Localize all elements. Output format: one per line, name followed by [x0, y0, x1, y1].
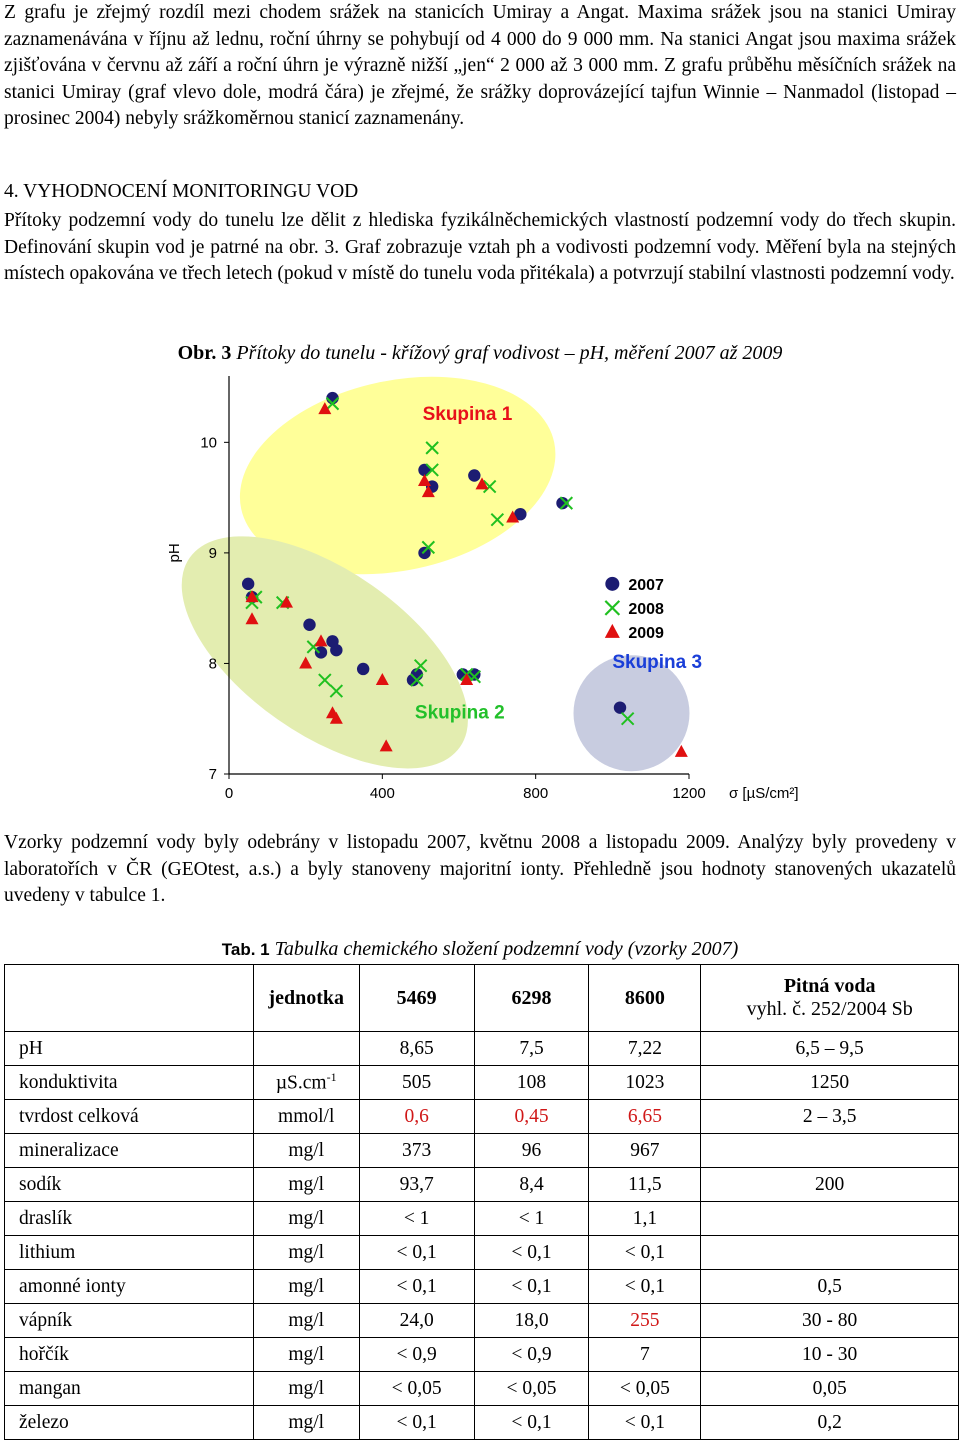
cell-value-6298-text: 108: [516, 1071, 547, 1093]
figure-caption: [0, 342, 960, 365]
cell-value-5469: [359, 1134, 474, 1168]
table-caption-label: Tab. 1: [221, 940, 270, 959]
data-point-2007: [315, 646, 327, 658]
cell-unit: [253, 1134, 359, 1168]
scatter-chart: [155, 366, 815, 806]
cell-parameter-text: amonné ionty: [19, 1275, 126, 1297]
cell-parameter: [5, 1100, 254, 1134]
cell-value-8600: [589, 1168, 701, 1202]
group-label-skupina-2: Skupina 2: [414, 702, 505, 724]
cell-value-8600: [589, 1066, 701, 1100]
cell-unit: [253, 1100, 359, 1134]
table-caption-text: Tabulka chemického složení podzemní vody (vzorky 2007): [274, 938, 739, 960]
cell-value-6298-text: < 1: [518, 1207, 545, 1229]
cell-unit-text: mg/l: [288, 1343, 325, 1365]
legend-label-2008: 2008: [628, 600, 664, 618]
cell-value-6298: [474, 1100, 589, 1134]
cell-value-8600-text: < 0,1: [624, 1241, 665, 1263]
header-drinking-water-sub: vyhl. č. 252/2004 Sb: [746, 998, 913, 1020]
cell-parameter-text: pH: [19, 1037, 43, 1059]
cell-value-6298: [474, 1406, 589, 1440]
cell-value-6298: [474, 1304, 589, 1338]
cell-value-8600: [589, 1338, 701, 1372]
cell-value-5469: [359, 1032, 474, 1066]
cell-value-5469-text: < 0,1: [396, 1241, 437, 1263]
table-row: [5, 1202, 959, 1236]
cell-unit: [253, 1032, 359, 1066]
cell-unit-text: mg/l: [288, 1241, 325, 1263]
cell-value-8600-text: 1,1: [632, 1207, 658, 1229]
cell-value-6298-text: < 0,1: [511, 1241, 552, 1263]
cell-value-6298-text: < 0,1: [511, 1411, 552, 1433]
cell-parameter: [5, 1134, 254, 1168]
cell-parameter: [5, 1032, 254, 1066]
table-row: [5, 1304, 959, 1338]
cell-value-5469: [359, 1066, 474, 1100]
table-row: [5, 1338, 959, 1372]
scatter-chart-svg: [155, 366, 815, 806]
cell-limit-text: 30 - 80: [802, 1309, 858, 1331]
cell-parameter: [5, 1066, 254, 1100]
cell-value-6298: [474, 1202, 589, 1236]
cell-value-8600: [589, 1202, 701, 1236]
cell-value-8600: [589, 1236, 701, 1270]
cell-value-8600: [589, 1304, 701, 1338]
cell-value-5469: [359, 1304, 474, 1338]
cell-value-8600: [589, 1100, 701, 1134]
cell-unit-text: mg/l: [288, 1377, 325, 1399]
header-sample-6298: 6298: [474, 965, 589, 1032]
cell-value-8600: [589, 1134, 701, 1168]
cell-limit-text: 10 - 30: [802, 1343, 858, 1365]
legend-marker-2007: [605, 577, 619, 591]
legend-label-2007: 2007: [628, 576, 664, 594]
table-row: [5, 1032, 959, 1066]
x-tick-label: 1200: [672, 785, 706, 802]
cell-value-5469-text: 24,0: [399, 1309, 434, 1331]
table-row: [5, 1100, 959, 1134]
cell-limit: [701, 1236, 959, 1270]
table-row: [5, 1066, 959, 1100]
cell-unit: [253, 1406, 359, 1440]
table-row: [5, 1270, 959, 1304]
cell-value-6298: [474, 1134, 589, 1168]
cell-limit-text: 2 – 3,5: [802, 1105, 857, 1127]
cell-parameter-text: mineralizace: [19, 1139, 119, 1161]
cell-value-8600-text: < 0,05: [619, 1377, 670, 1399]
group-label-skupina-3: Skupina 3: [612, 651, 703, 673]
cell-value-8600-text: < 0,1: [624, 1411, 665, 1433]
cell-unit: [253, 1372, 359, 1406]
cell-value-5469: [359, 1236, 474, 1270]
cell-value-8600: [589, 1032, 701, 1066]
cell-unit-text: mg/l: [288, 1173, 325, 1195]
x-axis-label: σ [µS/cm²]: [729, 785, 799, 802]
table-row: [5, 1168, 959, 1202]
table-header-row: [5, 965, 959, 1032]
section-heading: 4. VYHODNOCENÍ MONITORINGU VOD: [4, 181, 359, 202]
cell-value-6298-text: < 0,05: [506, 1377, 557, 1399]
header-empty: [5, 965, 254, 1032]
header-drinking-water: [701, 965, 959, 1032]
x-tick-label: 800: [523, 785, 549, 802]
cell-parameter: [5, 1304, 254, 1338]
y-tick-label: 9: [208, 544, 217, 562]
cell-limit: [701, 1270, 959, 1304]
cell-limit-text: 200: [815, 1173, 845, 1195]
cell-limit: [701, 1304, 959, 1338]
cell-unit-text: mmol/l: [278, 1105, 335, 1127]
cell-value-5469-text: < 0,9: [396, 1343, 437, 1365]
cell-value-6298-text: 7,5: [519, 1037, 544, 1059]
cell-limit: [701, 1100, 959, 1134]
cell-unit-text: mg/l: [288, 1139, 325, 1161]
cell-unit-superscript: -1: [326, 1070, 337, 1085]
cell-limit-text: 0,2: [817, 1411, 842, 1433]
cell-value-5469: [359, 1100, 474, 1134]
cell-unit: [253, 1338, 359, 1372]
cell-unit: [253, 1202, 359, 1236]
cell-value-8600-text: 1023: [625, 1071, 665, 1093]
cell-value-6298: [474, 1270, 589, 1304]
cell-value-5469-text: 0,6: [404, 1105, 429, 1127]
cell-unit-text: mg/l: [288, 1207, 325, 1229]
data-point-2007: [242, 578, 254, 590]
cell-limit: [701, 1032, 959, 1066]
cell-value-5469: [359, 1168, 474, 1202]
cell-value-5469-text: < 1: [403, 1207, 430, 1229]
cell-value-5469: [359, 1202, 474, 1236]
x-tick-label: 400: [369, 785, 395, 802]
table-row: [5, 1406, 959, 1440]
cell-parameter-text: vápník: [19, 1309, 73, 1331]
cell-value-5469: [359, 1338, 474, 1372]
cell-limit: [701, 1202, 959, 1236]
cell-parameter-text: železo: [19, 1411, 69, 1433]
cell-value-6298: [474, 1066, 589, 1100]
cell-value-6298-text: 96: [521, 1139, 542, 1161]
data-point-2007: [330, 644, 342, 656]
cell-parameter-text: tvrdost celková: [19, 1105, 139, 1127]
cell-value-8600: [589, 1270, 701, 1304]
cell-value-6298: [474, 1338, 589, 1372]
table-caption: [0, 938, 960, 961]
cell-value-6298-text: < 0,9: [511, 1343, 552, 1365]
cell-limit-text: 1250: [810, 1071, 850, 1093]
data-point-2007: [468, 469, 480, 481]
cell-limit-text: 0,05: [812, 1377, 847, 1399]
data-point-2007: [357, 663, 369, 675]
cell-value-8600-text: < 0,1: [624, 1275, 665, 1297]
figure-caption-label: Obr. 3: [177, 342, 232, 364]
cell-unit-text: mg/l: [288, 1309, 325, 1331]
y-tick-label: 7: [208, 766, 217, 783]
cell-limit: [701, 1168, 959, 1202]
x-tick-label: 0: [224, 785, 234, 802]
cell-value-5469-text: 373: [402, 1139, 432, 1161]
cell-value-8600: [589, 1406, 701, 1440]
data-point-2007: [303, 619, 315, 631]
paragraph-rainfall: Z grafu je zřejmý rozdíl mezi chodem srážek na stanicích Umiray a Angat. Maxima srážek jsou na stanici Umiray zaznamenávána v říjnu až lednu, roční úhrny se pohybují od 4 000 do 9 000 mm. Na stanici Angat jsou maxima srážek zjišťována v červnu až září a roční úhrn je výrazně nižší „jen“ 2 000 až 3 000 mm. Z grafu průběhu měsíčních srážek na stanici Umiray (graf vlevo dole, modrá čára) je zřejmé, že srážky doprovázející tajfun Winnie – Nanmadol (listopad – prosinec 2004) nebyly srážkoměrnou stanicí zaznamenány.: [4, 2, 956, 129]
cell-value-6298-text: 8,4: [519, 1173, 544, 1195]
cell-limit: [701, 1134, 959, 1168]
cell-unit: [253, 1168, 359, 1202]
cell-limit: [701, 1372, 959, 1406]
cell-value-8600-text: 967: [630, 1139, 660, 1161]
header-drinking-water-title: Pitná voda: [783, 975, 876, 997]
cell-value-6298: [474, 1236, 589, 1270]
cell-limit-text: 0,5: [817, 1275, 842, 1297]
cell-parameter-text: mangan: [19, 1377, 81, 1399]
y-tick-label: 8: [208, 655, 217, 673]
cell-parameter: [5, 1372, 254, 1406]
cell-value-5469: [359, 1270, 474, 1304]
cell-parameter: [5, 1236, 254, 1270]
legend-marker-2008: [605, 601, 619, 615]
table-row: [5, 1236, 959, 1270]
cell-value-6298-text: 0,45: [514, 1105, 549, 1127]
cell-value-8600-text: 7: [640, 1343, 650, 1365]
cell-value-5469-text: 505: [402, 1071, 432, 1093]
cell-parameter: [5, 1406, 254, 1440]
legend-label-2009: 2009: [628, 624, 664, 642]
cell-value-5469-text: 93,7: [399, 1173, 434, 1195]
cell-value-5469-text: 8,65: [399, 1037, 434, 1059]
header-sample-8600: 8600: [589, 965, 701, 1032]
cell-parameter-text: sodík: [19, 1173, 62, 1195]
cell-value-8600-text: 6,65: [627, 1105, 662, 1127]
paragraph-samples: Vzorky podzemní vody byly odebrány v listopadu 2007, květnu 2008 a listopadu 2009. Analýzy byly provedeny v laboratořích v ČR (GEOtest, a.s.) a byly stanoveny majoritní ionty. Přehledně jsou hodnoty stanovených ukazatelů uvedeny v tabulce 1.: [4, 832, 956, 906]
cell-unit-text: µS.cm: [275, 1072, 327, 1094]
group-label-skupina-1: Skupina 1: [422, 404, 513, 426]
cell-value-8600-text: 11,5: [628, 1173, 662, 1195]
chemistry-table: [4, 964, 959, 1440]
cell-value-5469: [359, 1372, 474, 1406]
paragraph-monitoring: Přítoky podzemní vody do tunelu lze dělit z hlediska fyzikálněchemických vlastností podzemní vody do třech skupin. Definování skupin vod je patrné na obr. 3. Graf zobrazuje vztah ph a vodivosti podzemní vody. Měření byla na stejných místech opakována ve třech letech (pokud v místě do tunelu voda přitékala) a potvrzují stabilní vlastnosti podzemní vody.: [4, 210, 956, 284]
table-row: [5, 1372, 959, 1406]
y-tick-label: 10: [200, 434, 217, 452]
cell-unit: [253, 1066, 359, 1100]
cell-limit-text: 6,5 – 9,5: [795, 1037, 864, 1059]
cell-value-6298: [474, 1168, 589, 1202]
cell-parameter: [5, 1168, 254, 1202]
cell-unit: [253, 1236, 359, 1270]
cell-unit: [253, 1270, 359, 1304]
cell-value-8600-text: 7,22: [627, 1037, 662, 1059]
cell-value-8600: [589, 1372, 701, 1406]
figure-caption-text: Přítoky do tunelu - křížový graf vodivost – pH, měření 2007 až 2009: [236, 342, 783, 364]
table-row: [5, 1134, 959, 1168]
cell-parameter: [5, 1270, 254, 1304]
cell-unit-text: mg/l: [288, 1275, 325, 1297]
cell-value-5469-text: < 0,1: [396, 1411, 437, 1433]
cell-value-6298-text: < 0,1: [511, 1275, 552, 1297]
cell-value-8600-text: 255: [630, 1309, 660, 1331]
cell-limit: [701, 1066, 959, 1100]
cell-unit: [253, 1304, 359, 1338]
legend-marker-2009: [605, 624, 620, 638]
cell-value-6298: [474, 1372, 589, 1406]
cell-limit: [701, 1338, 959, 1372]
cell-parameter-text: hořčík: [19, 1343, 69, 1365]
cell-value-6298-text: 18,0: [514, 1309, 549, 1331]
cell-limit: [701, 1406, 959, 1440]
cell-value-5469-text: < 0,05: [391, 1377, 442, 1399]
cell-parameter: [5, 1338, 254, 1372]
cell-unit-text: mg/l: [288, 1411, 325, 1433]
cell-parameter: [5, 1202, 254, 1236]
cell-value-5469: [359, 1406, 474, 1440]
cell-parameter-text: konduktivita: [19, 1071, 118, 1093]
header-sample-5469: 5469: [359, 965, 474, 1032]
y-axis-label: pH: [166, 543, 183, 563]
cell-parameter-text: lithium: [19, 1241, 76, 1263]
cell-value-5469-text: < 0,1: [396, 1275, 437, 1297]
cell-parameter-text: draslík: [19, 1207, 73, 1229]
data-point-2007: [614, 701, 626, 713]
cell-value-6298: [474, 1032, 589, 1066]
header-unit: jednotka: [253, 965, 359, 1032]
